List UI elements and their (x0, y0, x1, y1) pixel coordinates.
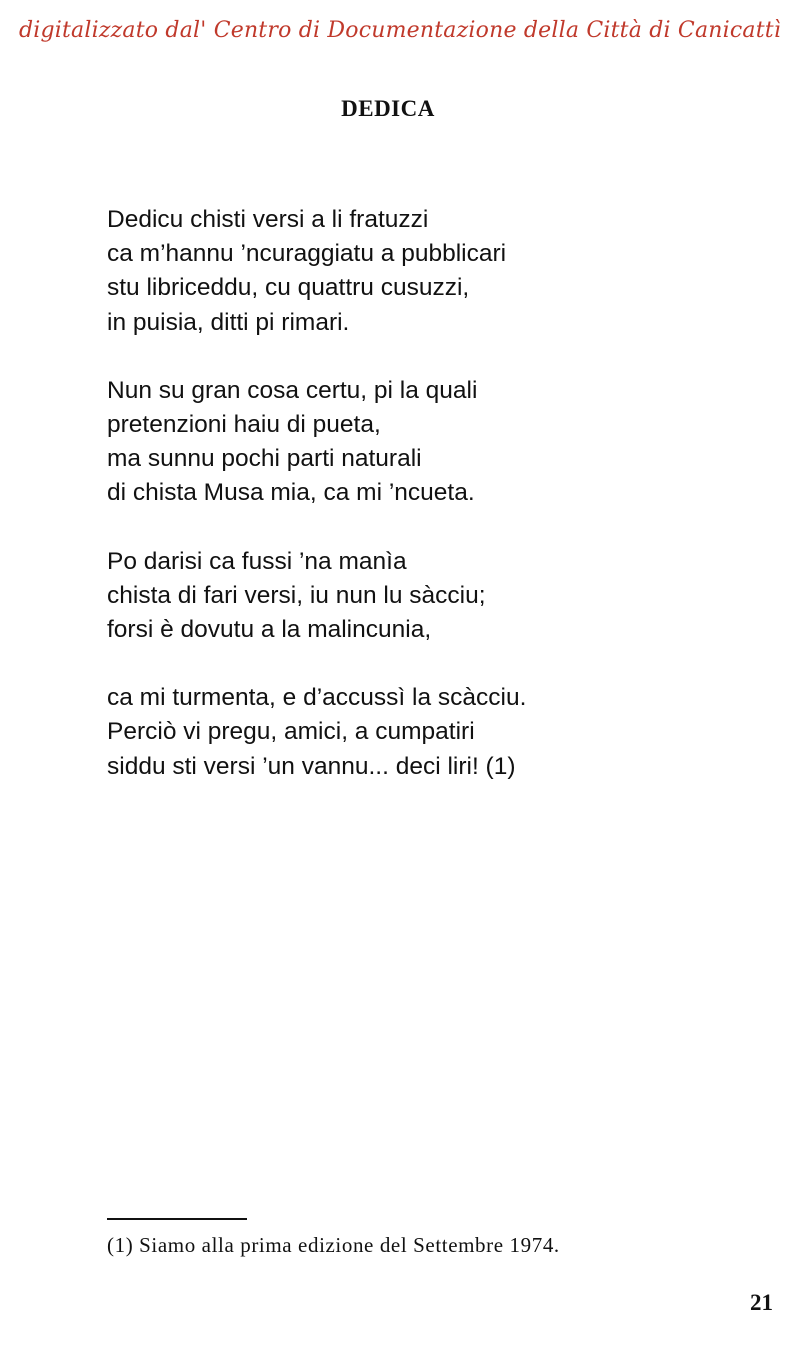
poem-line: pretenzioni haiu di pueta, (107, 411, 381, 439)
poem-line: Nun su gran cosa certu, pi la quali (107, 376, 478, 404)
footnote-divider (107, 1218, 247, 1220)
page-number: 21 (750, 1290, 773, 1315)
poem-line: Dedicu chisti versi a li fratuzzi (107, 206, 429, 233)
poem-line: forsi è dovutu a la malincunia, (107, 616, 432, 644)
poem-line: Perciò vi pregu, amici, a cumpatiri (107, 718, 475, 746)
stanza (107, 203, 727, 340)
stanza (107, 681, 727, 784)
poem-line: in puisia, ditti pi rimari. (107, 308, 350, 336)
watermark: digitalizzato dal' Centro di Documentazione della Città di Canicattì (18, 18, 782, 43)
stanza (107, 374, 727, 511)
poem-line: ca mi turmenta, e d’accussì la scàcciu. (107, 684, 527, 712)
poem-line: chista di fari versi, iu nun lu sàcciu; (107, 581, 486, 609)
poem-line: stu libriceddu, cu quattru cusuzzi, (107, 274, 470, 302)
poem-line: di chista Musa mia, ca mi ’ncueta. (107, 479, 475, 507)
poem-line: ma sunnu pochi parti naturali (107, 445, 422, 473)
poem-body (107, 203, 727, 818)
poem-line: Po darisi ca fussi ’na manìa (107, 547, 407, 575)
poem-line: siddu sti versi ’un vannu... deci liri! (1) (107, 752, 516, 780)
poem-title: DEDICA (341, 96, 435, 121)
stanza (107, 545, 727, 648)
poem-line: ca m’hannu ’ncuraggiatu a pubblicari (107, 240, 507, 268)
footnote: (1) Siamo alla prima edizione del Settembre 1974. (107, 1233, 560, 1257)
